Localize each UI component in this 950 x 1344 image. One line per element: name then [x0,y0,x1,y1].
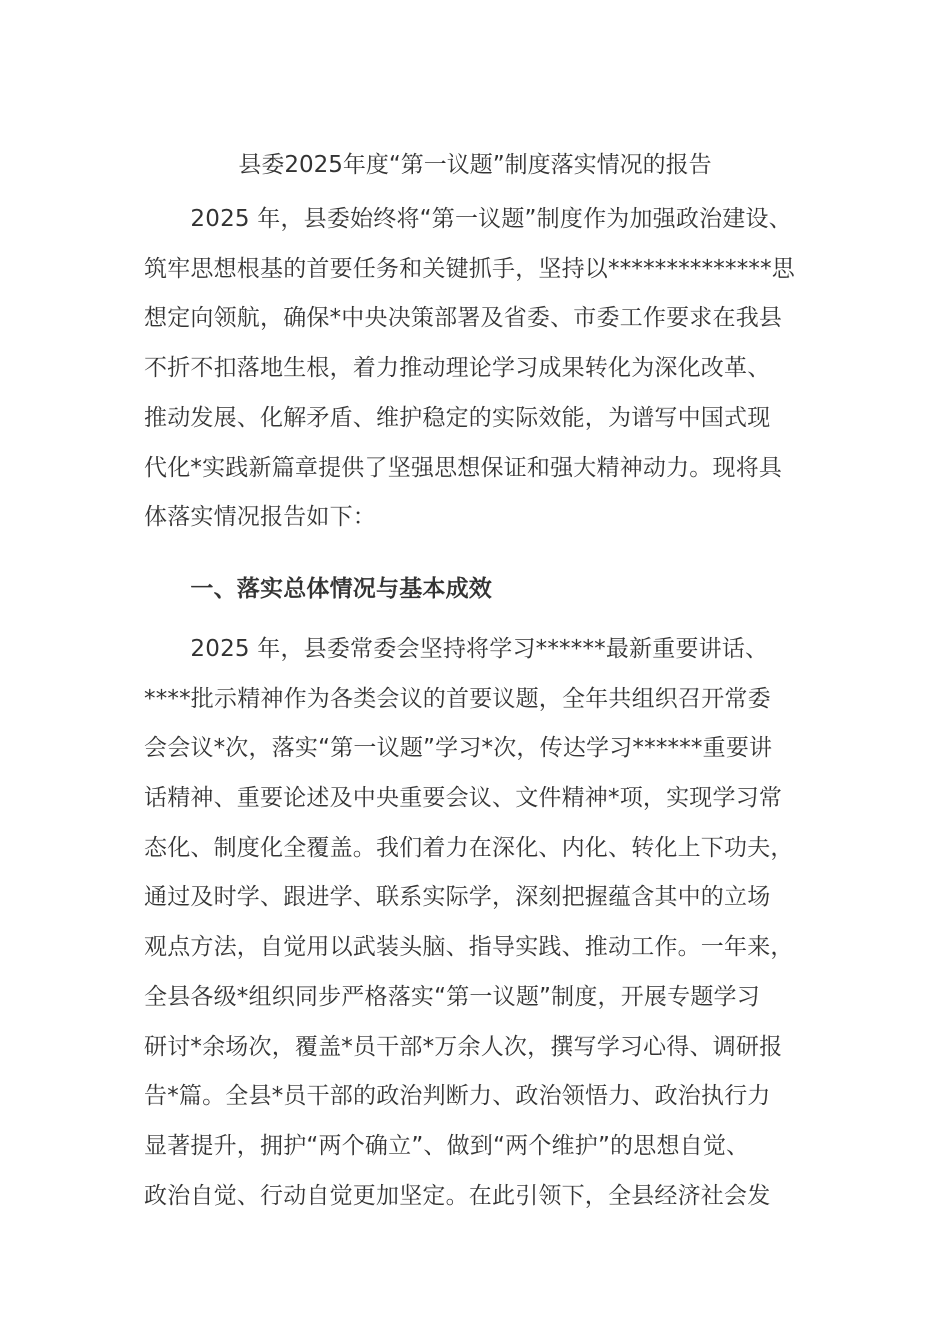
paragraph-line: 2025 年，县委始终将“第一议题”制度作为加强政治建设、 [144,206,792,232]
paragraph-line: 推动发展、化解矛盾、维护稳定的实际效能，为谱写中国式现 [144,405,771,431]
paragraph-line: 告*篇。全县*员干部的政治判断力、政治领悟力、政治执行力 [144,1083,771,1109]
paragraph-line: 全县各级*组织同步严格落实“第一议题”制度，开展专题学习 [144,984,760,1010]
paragraph-line: 研讨*余场次，覆盖*员干部*万余人次，撰写学习心得、调研报 [144,1034,783,1060]
paragraph-line: ****批示精神作为各类会议的首要议题，全年共组织召开常委 [144,686,771,712]
paragraph-line: 体落实情况报告如下： [144,504,376,530]
paragraph-line: 观点方法，自觉用以武装头脑、指导实践、推动工作。一年来， [144,934,794,960]
paragraph-line: 态化、制度化全覆盖。我们着力在深化、内化、转化上下功夫， [144,835,794,861]
paragraph-line: 政治自觉、行动自觉更加坚定。在此引领下，全县经济社会发 [144,1183,771,1209]
paragraph-line: 通过及时学、跟进学、联系实际学，深刻把握蕴含其中的立场 [144,884,771,910]
paragraph-line: 话精神、重要论述及中央重要会议、文件精神*项，实现学习常 [144,785,783,811]
document-title: 县委2025年度“第一议题”制度落实情况的报告 [238,152,712,178]
paragraph-line: 代化*实践新篇章提供了坚强思想保证和强大精神动力。现将具 [144,455,783,481]
section-heading: 一、落实总体情况与基本成效 [144,576,492,602]
paragraph-line: 想定向领航，确保*中央决策部署及省委、市委工作要求在我县 [144,305,783,331]
paragraph-line: 筑牢思想根基的首要任务和关键抓手，坚持以**************思 [144,256,795,282]
paragraph-line: 2025 年，县委常委会坚持将学习******最新重要讲话、 [144,636,769,662]
paragraph-line: 显著提升，拥护“两个确立”、做到“两个维护”的思想自觉、 [144,1133,750,1159]
paragraph-line: 不折不扣落地生根，着力推动理论学习成果转化为深化改革、 [144,355,771,381]
paragraph-line: 会会议*次，落实“第一议题”学习*次，传达学习******重要讲 [144,735,773,761]
